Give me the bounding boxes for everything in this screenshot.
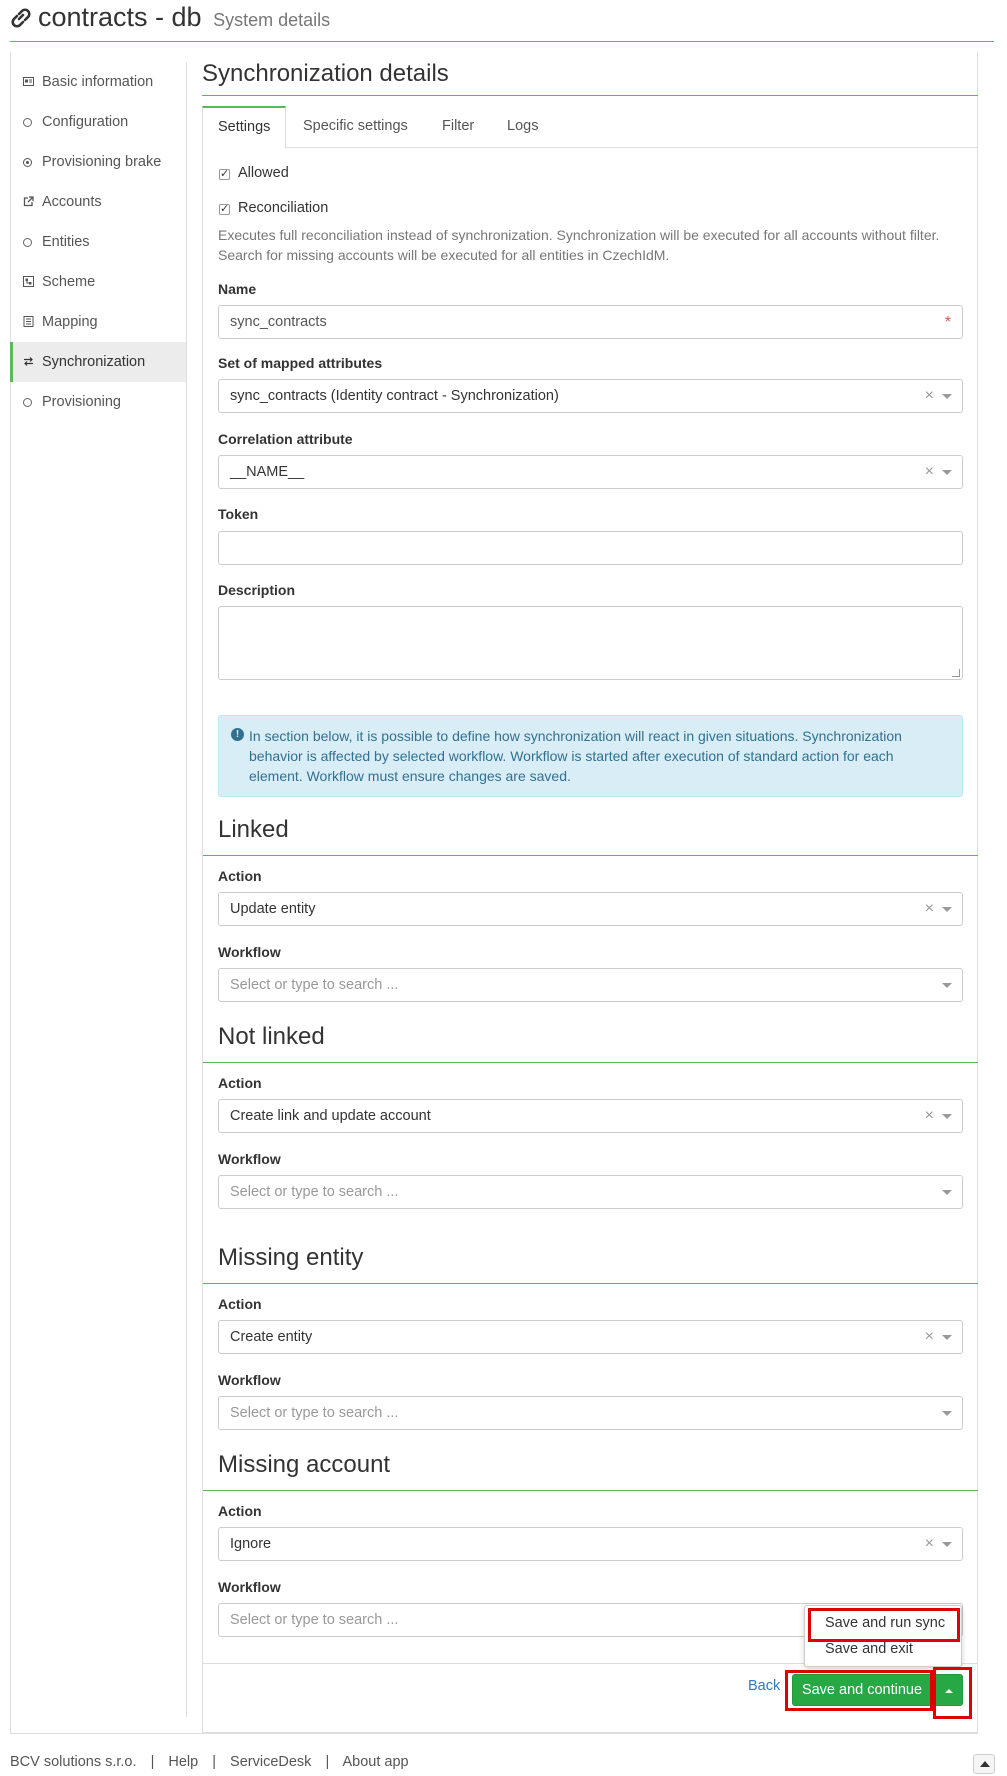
reconciliation-label: Reconciliation [238,200,329,216]
circle-icon [23,118,32,127]
exchange-icon [23,356,34,367]
correlation-attribute-select[interactable] [218,455,963,489]
section-linked [203,808,978,856]
menu-item-save-and-exit[interactable]: Save and exit [825,1641,913,1657]
required-mark: * [944,314,951,331]
mapped-attributes-label: Set of mapped attributes [218,355,383,371]
sidebar-item-basic-information[interactable] [10,62,186,102]
workflow-label: Workflow [218,1372,281,1388]
workflow-placeholder: Select or type to search ... [230,977,399,993]
chevron-down-icon[interactable] [942,394,952,399]
missing-account-action-value: Ignore [230,1536,272,1552]
linked-action-select[interactable] [218,892,963,926]
sidebar-item-label: Mapping [42,314,98,330]
dot-circle-icon [23,158,32,167]
chevron-down-icon[interactable] [942,907,952,912]
allowed-label: Allowed [238,165,289,181]
sidebar-item-configuration[interactable] [10,102,186,142]
chevron-down-icon[interactable] [942,1190,952,1195]
circle-icon [23,398,32,407]
tab-logs[interactable]: Logs [507,118,539,134]
page-footer [10,1754,409,1770]
highlight-box [933,1667,972,1719]
chevron-down-icon[interactable] [942,1335,952,1340]
highlight-box [785,1670,933,1711]
missing-account-action-select[interactable] [218,1527,963,1561]
missing-entity-action-select[interactable] [218,1320,963,1354]
menu-item-save-and-run-sync[interactable]: Save and run sync [825,1615,946,1631]
name-label: Name [218,281,257,297]
section-title: Linked [218,816,289,843]
name-value: sync_contracts [230,314,327,330]
clear-icon[interactable]: × [924,463,934,480]
sidebar-item-scheme[interactable] [10,262,186,302]
allowed-checkbox[interactable] [219,169,230,180]
token-field[interactable] [218,531,963,565]
sidebar-item-label: Provisioning brake [42,154,162,170]
link-icon [10,6,32,30]
back-link[interactable]: Back [748,1678,781,1694]
sidebar-item-synchronization[interactable] [10,342,186,382]
chevron-down-icon[interactable] [942,470,952,475]
correlation-attribute-label: Correlation attribute [218,431,353,447]
not-linked-action-select[interactable] [218,1099,963,1133]
sidebar-item-entities[interactable] [10,222,186,262]
description-label: Description [218,582,296,598]
sidebar-item-label: Accounts [42,194,102,210]
chevron-up-icon [980,1761,990,1767]
sidebar-item-label: Synchronization [42,354,146,370]
missing-entity-workflow-select[interactable] [218,1396,963,1430]
section-title: Not linked [218,1023,325,1050]
sidebar [10,62,187,1717]
sidebar-item-provisioning[interactable] [10,382,186,422]
external-link-icon [23,196,34,207]
sidebar-item-label: Configuration [42,114,129,130]
clear-icon[interactable]: × [924,900,934,917]
tab-bar [202,106,978,148]
id-card-icon [23,76,34,87]
footer-link-help[interactable]: Help [168,1754,199,1770]
info-text: In section below, it is possible to define how synchronization will react in given situations. Synchronization behavior is affected by selected workflow. Workflow is started after execution of standard action for each element. Workflow must ensure changes are saved. [249,728,902,784]
section-missing-account [203,1443,978,1491]
sidebar-item-label: Basic information [42,74,154,90]
scroll-to-top-button[interactable] [973,1754,995,1774]
page-subtitle: System details [213,10,331,30]
sidebar-item-label: Provisioning [42,394,121,410]
info-alert [218,715,963,797]
chevron-down-icon[interactable] [942,1411,952,1416]
token-label: Token [218,506,259,522]
footer-separator: | [150,1754,155,1770]
clear-icon[interactable]: × [924,1535,934,1552]
action-label: Action [218,1296,262,1312]
not-linked-action-value: Create link and update account [230,1108,431,1124]
footer-separator: | [212,1754,217,1770]
workflow-placeholder: Select or type to search ... [230,1612,399,1628]
reconciliation-checkbox[interactable] [219,204,230,215]
missing-entity-action-value: Create entity [230,1329,313,1345]
workflow-label: Workflow [218,944,281,960]
highlight-box [808,1608,960,1642]
name-field[interactable] [218,305,963,339]
description-textarea[interactable] [218,606,963,680]
company-name: BCV solutions s.r.o. [10,1754,137,1770]
footer-link-servicedesk[interactable]: ServiceDesk [230,1754,312,1770]
tab-filter[interactable]: Filter [442,118,475,134]
correlation-attribute-value: __NAME__ [230,464,305,480]
system-title: contracts - db [38,2,202,32]
scheme-icon [23,276,34,287]
chevron-down-icon[interactable] [942,983,952,988]
resize-handle-icon[interactable] [952,669,960,677]
action-label: Action [218,1075,262,1091]
mapped-attributes-value: sync_contracts (Identity contract - Synchronization) [230,388,559,404]
not-linked-workflow-select[interactable] [218,1175,963,1209]
section-title: Missing account [218,1451,391,1478]
action-label: Action [218,1503,262,1519]
circle-icon [23,238,32,247]
clear-icon[interactable]: × [924,1328,934,1345]
workflow-placeholder: Select or type to search ... [230,1184,399,1200]
workflow-label: Workflow [218,1579,281,1595]
save-and-continue-button[interactable]: Save and continue [792,1674,932,1706]
chevron-down-icon[interactable] [942,1542,952,1547]
sidebar-item-label: Entities [42,234,90,250]
section-missing-entity [203,1236,978,1284]
clear-icon[interactable]: × [924,387,934,404]
page-title: Synchronization details [202,58,978,96]
page-header [10,0,994,42]
tab-specific-settings[interactable]: Specific settings [303,118,408,134]
reconciliation-help-text: Executes full reconciliation instead of synchronization. Synchronization will be executed for all accounts without filter. Search for missing accounts will be executed for all entities in CzechIdM. [218,227,940,263]
action-label: Action [218,868,262,884]
linked-action-value: Update entity [230,901,316,917]
footer-separator: | [325,1754,330,1770]
sidebar-item-mapping[interactable] [10,302,186,342]
list-icon [23,316,34,327]
info-circle-icon: ! [231,728,244,741]
sidebar-item-accounts[interactable] [10,182,186,222]
footer-link-about-app[interactable]: About app [342,1754,409,1770]
sidebar-item-label: Scheme [42,274,96,290]
chevron-down-icon[interactable] [942,1114,952,1119]
sidebar-item-provisioning-brake[interactable] [10,142,186,182]
linked-workflow-select[interactable] [218,968,963,1002]
workflow-placeholder: Select or type to search ... [230,1405,399,1421]
section-title: Missing entity [218,1244,364,1271]
clear-icon[interactable]: × [924,1107,934,1124]
mapped-attributes-select[interactable] [218,379,963,413]
section-not-linked [203,1015,978,1063]
tab-settings[interactable]: Settings [202,106,286,149]
workflow-label: Workflow [218,1151,281,1167]
